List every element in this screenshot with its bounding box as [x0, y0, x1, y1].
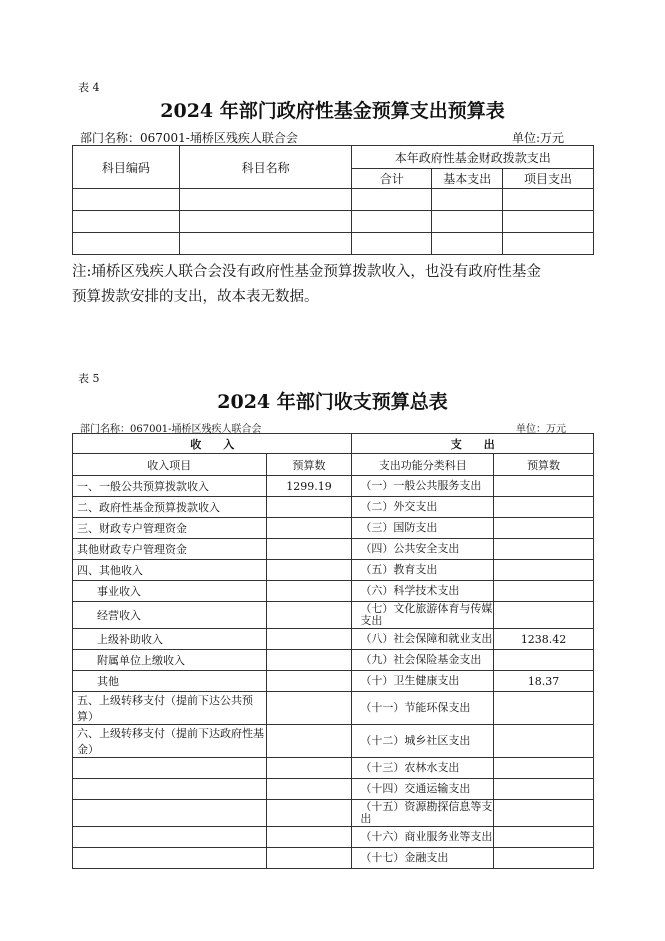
table5-expense-value: 18.37 [494, 671, 594, 692]
table5-income-header: 收 入 [73, 434, 352, 454]
table5-expense-item: （十六）商业服务业等支出 [352, 827, 494, 848]
table5-expense-value [494, 800, 594, 827]
table5-income-item: 一、一般公共预算拨款收入 [73, 476, 267, 497]
table5-row [73, 650, 594, 671]
table5-income-item [73, 779, 267, 800]
table5-income-value [266, 848, 352, 869]
table5-expense-value [494, 497, 594, 518]
table5-income-value [266, 629, 352, 650]
table5-income-value [266, 692, 352, 725]
table5-income-item: 其他财政专户管理资金 [73, 539, 267, 560]
table5-income-item [73, 758, 267, 779]
table5-income-item [73, 800, 267, 827]
table4-header-name: 科目名称 [179, 146, 352, 189]
table5-row [73, 671, 594, 692]
table5-income-value [266, 800, 352, 827]
table5-income-item: 经营收入 [73, 602, 267, 629]
table5-title: 2024 年部门收支预算总表 [217, 391, 448, 413]
table5-income-value [266, 497, 352, 518]
table5-row [73, 629, 594, 650]
table5-expense-item: （九）社会保险基金支出 [352, 650, 494, 671]
table5-expense-item: （六）科学技术支出 [352, 581, 494, 602]
table5-dept: 部门名称：067001-埇桥区残疾人联合会 [80, 424, 262, 435]
table4-header-group: 本年政府性基金财政拨款支出 [352, 146, 594, 169]
table5-expense-value [494, 758, 594, 779]
table5-label: 表 5 [78, 372, 100, 385]
table5-expense-item: （十二）城乡社区支出 [352, 725, 494, 758]
table4-header-code: 科目编码 [73, 146, 180, 189]
table4-empty-row [73, 233, 594, 255]
table5-row [73, 476, 594, 497]
table5-income-value [266, 827, 352, 848]
table5-row [73, 800, 594, 827]
table5-expense-item: （二）外交支出 [352, 497, 494, 518]
table5-row [73, 518, 594, 539]
table5-expense-item: （十）卫生健康支出 [352, 671, 494, 692]
table5-expense-value [494, 581, 594, 602]
table5-row [73, 758, 594, 779]
table5-expense-item: （十三）农林水支出 [352, 758, 494, 779]
table4-header-project: 项目支出 [503, 169, 594, 189]
table5-expense-item: （五）教育支出 [352, 560, 494, 581]
table5-expense-item: （十五）资源勘探信息等支出 [352, 800, 494, 827]
table5-income-value [266, 539, 352, 560]
table5-row [73, 779, 594, 800]
table5-income-item: 事业收入 [73, 581, 267, 602]
table5-income-item: 附属单位上缴收入 [73, 650, 267, 671]
table5-expense-value [494, 602, 594, 629]
table5-expense-value [494, 518, 594, 539]
table5-expense-value [494, 848, 594, 869]
table5-row [73, 692, 594, 725]
table5-income-item [73, 827, 267, 848]
table5-income-item: 上级补助收入 [73, 629, 267, 650]
table5-expense-item: （四）公共安全支出 [352, 539, 494, 560]
table5-row [73, 827, 594, 848]
table5-income-item [73, 848, 267, 869]
table5-expense-value [494, 779, 594, 800]
table5-income-value [266, 560, 352, 581]
table5-row [73, 581, 594, 602]
table4-label: 表 4 [78, 81, 100, 94]
table5-income-item: 二、政府性基金预算拨款收入 [73, 497, 267, 518]
table5-col-budget2: 预算数 [494, 454, 594, 476]
table5-expense-item: （一）一般公共服务支出 [352, 476, 494, 497]
table5-expense-item: （八）社会保障和就业支出 [352, 629, 494, 650]
table5-row [73, 560, 594, 581]
table5-expense-value [494, 650, 594, 671]
table5-income-value: 1299.19 [266, 476, 352, 497]
table4-header-total: 合计 [352, 169, 432, 189]
table5-col-expense-item: 支出功能分类科目 [352, 454, 494, 476]
table4-header-basic: 基本支出 [432, 169, 503, 189]
table4-note-line2: 预算拨款安排的支出，故本表无数据。 [72, 289, 319, 305]
table4-title: 2024 年部门政府性基金预算支出预算表 [160, 100, 505, 122]
table5-income-item: 其他 [73, 671, 267, 692]
table4-unit: 单位:万元 [512, 131, 565, 145]
table5-expense-header: 支 出 [352, 434, 594, 454]
table5-row [73, 539, 594, 560]
table4-empty-row [73, 211, 594, 233]
table5-income-value [266, 671, 352, 692]
table5-unit: 单位：万元 [516, 424, 566, 435]
table5-income-value [266, 581, 352, 602]
table5-row [73, 497, 594, 518]
table5-income-item: 四、其他收入 [73, 560, 267, 581]
table5-expense-value [494, 692, 594, 725]
table5-income-item: 六、上级转移支付（提前下达政府性基金） [73, 725, 267, 758]
table5-income-value [266, 779, 352, 800]
table5-col-budget: 预算数 [266, 454, 352, 476]
table5-expense-value [494, 827, 594, 848]
table5-expense-value [494, 539, 594, 560]
table4-dept: 部门名称：067001-埇桥区残疾人联合会 [80, 131, 298, 145]
table5-income-item: 五、上级转移支付（提前下达公共预算） [73, 692, 267, 725]
table5-row [73, 602, 594, 629]
table5-expense-item: （三）国防支出 [352, 518, 494, 539]
table4-note-line1: 注:埇桥区残疾人联合会没有政府性基金预算拨款收入，也没有政府性基金 [72, 264, 541, 280]
table5-income-value [266, 650, 352, 671]
table5-expense-value [494, 725, 594, 758]
table4 [72, 145, 594, 255]
table5-col-income-item: 收入项目 [73, 454, 267, 476]
table5-expense-item: （十四）交通运输支出 [352, 779, 494, 800]
table5-income-value [266, 518, 352, 539]
table5 [72, 433, 594, 869]
table5-income-value [266, 758, 352, 779]
table5-expense-value: 1238.42 [494, 629, 594, 650]
table5-expense-item: （十一）节能环保支出 [352, 692, 494, 725]
table5-income-item: 三、财政专户管理资金 [73, 518, 267, 539]
table5-row [73, 848, 594, 869]
table4-empty-row [73, 189, 594, 211]
table5-income-value [266, 602, 352, 629]
table5-expense-item: （十七）金融支出 [352, 848, 494, 869]
table5-expense-value [494, 476, 594, 497]
table5-row [73, 725, 594, 758]
table5-expense-value [494, 560, 594, 581]
table5-income-value [266, 725, 352, 758]
table5-expense-item: （七）文化旅游体育与传媒支出 [352, 602, 494, 629]
